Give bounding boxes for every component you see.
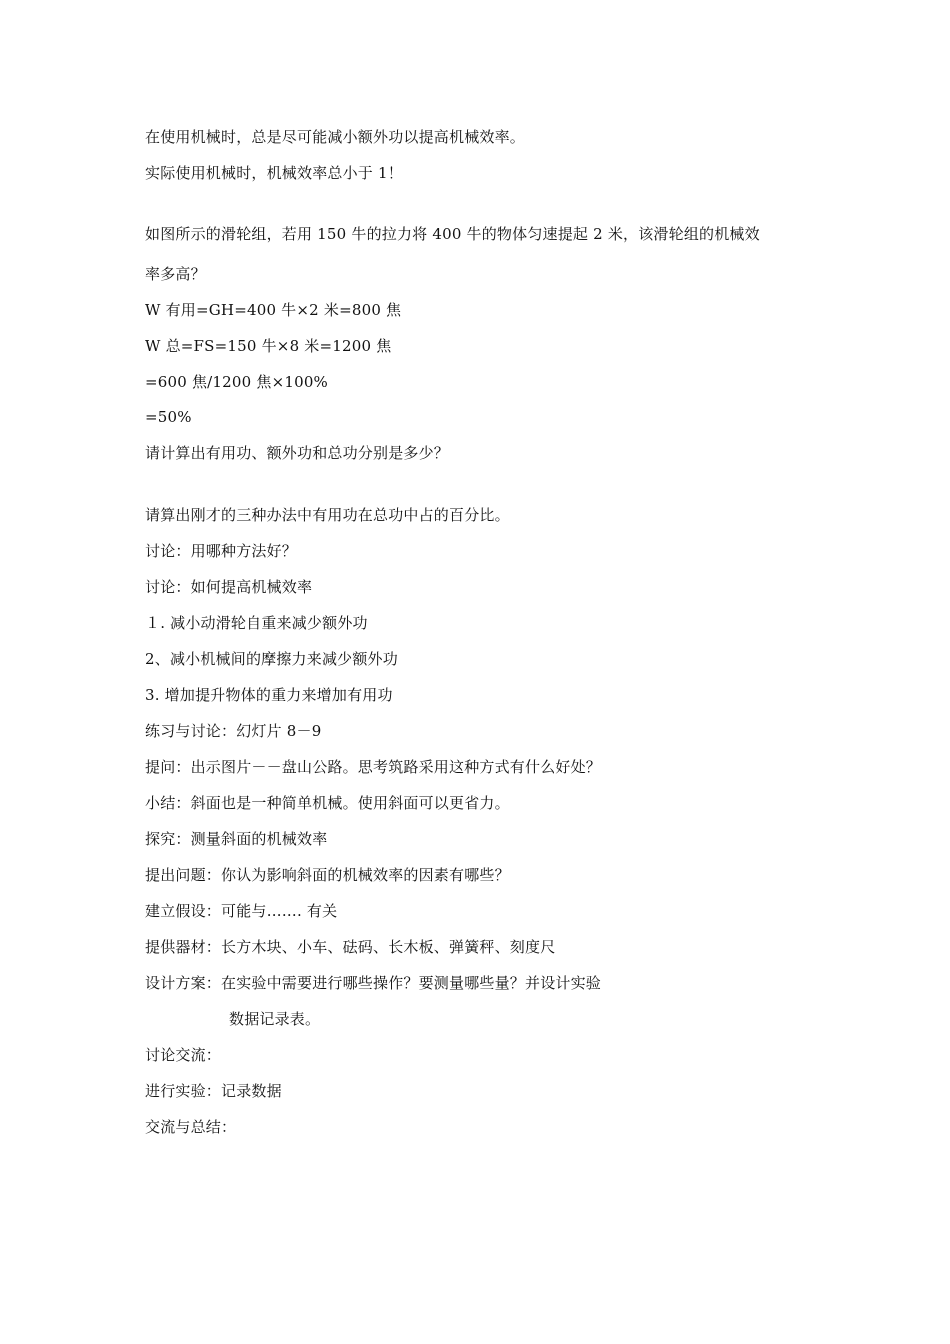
list-item: 2、减小机械间的摩擦力来减少额外功 [145,650,398,668]
text-line: 提出问题：你认为影响斜面的机械效率的因素有哪些？ [145,866,510,884]
text-line-continuation: 数据记录表。 [229,1010,321,1028]
text-line: 在使用机械时，总是尽可能减小额外功以提高机械效率。 [145,128,526,146]
text-line: 探究：测量斜面的机械效率 [145,830,328,848]
formula-line: W 有用=GH=400 牛×2 米=800 焦 [145,301,402,319]
formula-line: =600 焦/1200 焦×100% [145,373,329,391]
text-line: 请计算出有用功、额外功和总功分别是多少？ [145,444,450,462]
text-line: 实际使用机械时，机械效率总小于 1！ [145,164,403,182]
text-line: 交流与总结： [145,1118,237,1136]
text-line: 练习与讨论：幻灯片 8－9 [145,722,322,740]
text-line: 率多高？ [145,265,206,283]
formula-line: =50% [145,408,192,426]
text-line: 讨论：如何提高机械效率 [145,578,313,596]
text-line: 小结：斜面也是一种简单机械。使用斜面可以更省力。 [145,794,510,812]
text-line: 建立假设：可能与……. 有关 [145,902,338,920]
list-item: １. 减小动滑轮自重来减少额外功 [145,614,368,632]
text-line: 如图所示的滑轮组，若用 150 牛的拉力将 400 牛的物体匀速提起 2 米，该滑轮组的机械效 [145,225,760,243]
text-line: 设计方案：在实验中需要进行哪些操作？要测量哪些量？并设计实验 [145,974,602,992]
list-item: 3. 增加提升物体的重力来增加有用功 [145,686,393,704]
text-line: 提问：出示图片－－盘山公路。思考筑路采用这种方式有什么好处？ [145,758,602,776]
formula-line: W 总=FS=150 牛×8 米=1200 焦 [145,337,392,355]
text-line: 讨论：用哪种方法好？ [145,542,298,560]
text-line: 讨论交流： [145,1046,222,1064]
text-line: 进行实验：记录数据 [145,1082,282,1100]
text-line: 请算出刚才的三种办法中有用功在总功中占的百分比。 [145,506,510,524]
text-line: 提供器材：长方木块、小车、砝码、长木板、弹簧秤、刻度尺 [145,938,556,956]
